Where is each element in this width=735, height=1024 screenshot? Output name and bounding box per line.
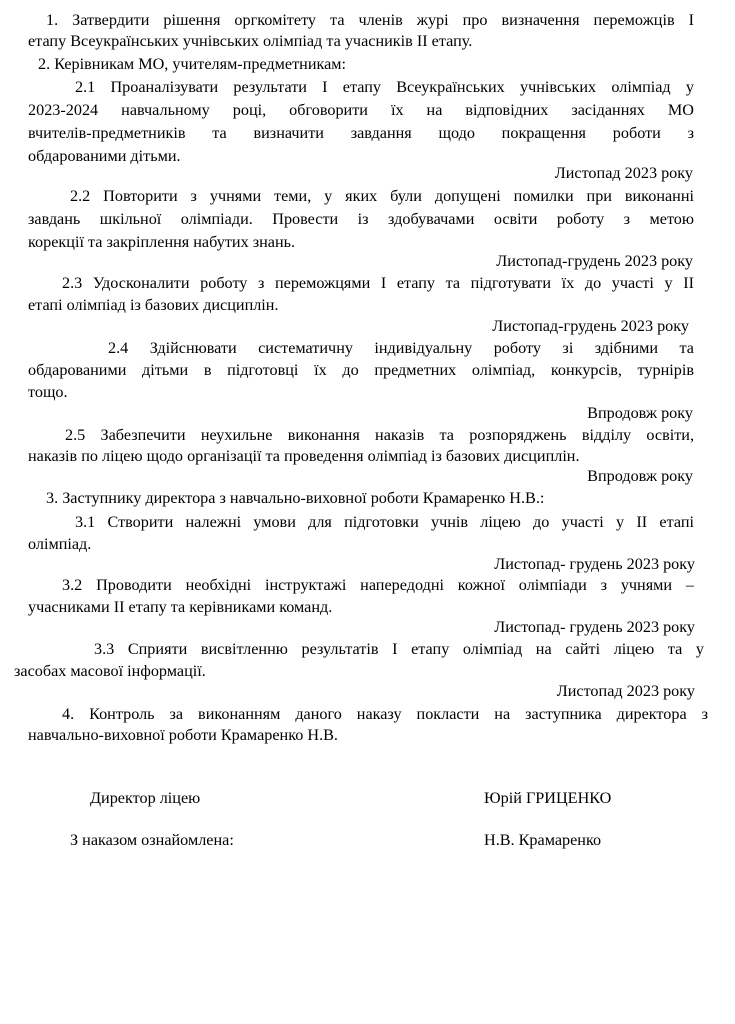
item-2-3-line-1: 2.3 Удосконалити роботу з переможцями I етапу та підготувати їх до участі у II bbox=[62, 274, 694, 292]
item-4-line-2: навчально-виховної роботи Крамаренко Н.В. bbox=[28, 726, 338, 744]
item-2-1-line-1: 2.1 Проаналізувати результати I етапу Всеукраїнських учнівських олімпіад у bbox=[75, 78, 694, 96]
item-2-1-line-3: вчителів-предметників та визначити завдання щодо покращення роботи з bbox=[28, 124, 694, 142]
item-3-heading: 3. Заступнику директора з навчально-виховної роботи Крамаренко Н.В.: bbox=[46, 489, 545, 507]
item-2-3-line-2: етапі олімпіад із базових дисциплін. bbox=[28, 296, 279, 314]
director-name: Юрій ГРИЦЕНКО bbox=[484, 789, 612, 807]
item-2-2-line-1: 2.2 Повторити з учнями теми, у яких були допущені помилки при виконанні bbox=[70, 187, 694, 205]
item-2-1-line-4: обдарованими дітьми. bbox=[28, 147, 181, 165]
item-2-heading: 2. Керівникам МО, учителям-предметникам: bbox=[38, 55, 347, 73]
item-3-3-line-2: засобах масової інформації. bbox=[14, 662, 206, 680]
item-2-2-term: Листопад-грудень 2023 року bbox=[496, 252, 693, 270]
item-2-2-line-2: завдань шкільної олімпіади. Провести із здобувачами освіти роботу з метою bbox=[28, 210, 694, 228]
item-2-5-line-1: 2.5 Забезпечити неухильне виконання наказів та розпоряджень відділу освіти, bbox=[65, 426, 694, 444]
item-4-line-1: 4. Контроль за виконанням даного наказу покласти на заступника директора з bbox=[62, 705, 708, 723]
item-2-2-line-3: корекції та закріплення набутих знань. bbox=[28, 233, 296, 251]
acknowledgement-label: З наказом ознайомлена: bbox=[70, 831, 234, 849]
director-title: Директор ліцею bbox=[90, 789, 201, 807]
item-3-3-line-1: 3.3 Сприяти висвітленню результатів I етапу олімпіад на сайті ліцею та у bbox=[94, 640, 704, 658]
item-2-4-term: Впродовж року bbox=[587, 404, 693, 422]
item-2-4-line-3: тощо. bbox=[28, 383, 68, 401]
item-3-2-line-2: учасниками II етапу та керівниками команд. bbox=[28, 598, 333, 616]
item-1-line-2: етапу Всеукраїнських учнівських олімпіад та учасників II етапу. bbox=[28, 32, 473, 50]
item-2-5-line-2: наказів по ліцею щодо організації та проведення олімпіад із базових дисциплін. bbox=[28, 447, 580, 465]
item-2-5-term: Впродовж року bbox=[587, 467, 693, 485]
item-3-1-line-1: 3.1 Створити належні умови для підготовки учнів ліцею до участі у II етапі bbox=[75, 513, 694, 531]
item-3-2-line-1: 3.2 Проводити необхідні інструктажі напередодні кожної олімпіади з учнями – bbox=[62, 576, 694, 594]
item-3-2-term: Листопад- грудень 2023 року bbox=[494, 618, 695, 636]
item-3-1-term: Листопад- грудень 2023 року bbox=[494, 555, 695, 573]
item-2-3-term: Листопад-грудень 2023 року bbox=[492, 317, 689, 335]
item-2-1-term: Листопад 2023 року bbox=[554, 164, 693, 182]
item-1-line-1: 1. Затвердити рішення оргкомітету та членів журі про визначення переможців I bbox=[46, 11, 694, 29]
acknowledgement-name: Н.В. Крамаренко bbox=[484, 831, 602, 849]
item-2-4-line-2: обдарованими дітьми в підготовці їх до предметних олімпіад, конкурсів, турнірів bbox=[28, 361, 694, 379]
item-3-1-line-2: олімпіад. bbox=[28, 535, 92, 553]
item-3-3-term: Листопад 2023 року bbox=[556, 682, 695, 700]
item-2-4-line-1: 2.4 Здійснювати систематичну індивідуальну роботу зі здібними та bbox=[108, 339, 694, 357]
item-2-1-line-2: 2023-2024 навчальному році, обговорити їх на відповідних засіданнях МО bbox=[28, 101, 694, 119]
